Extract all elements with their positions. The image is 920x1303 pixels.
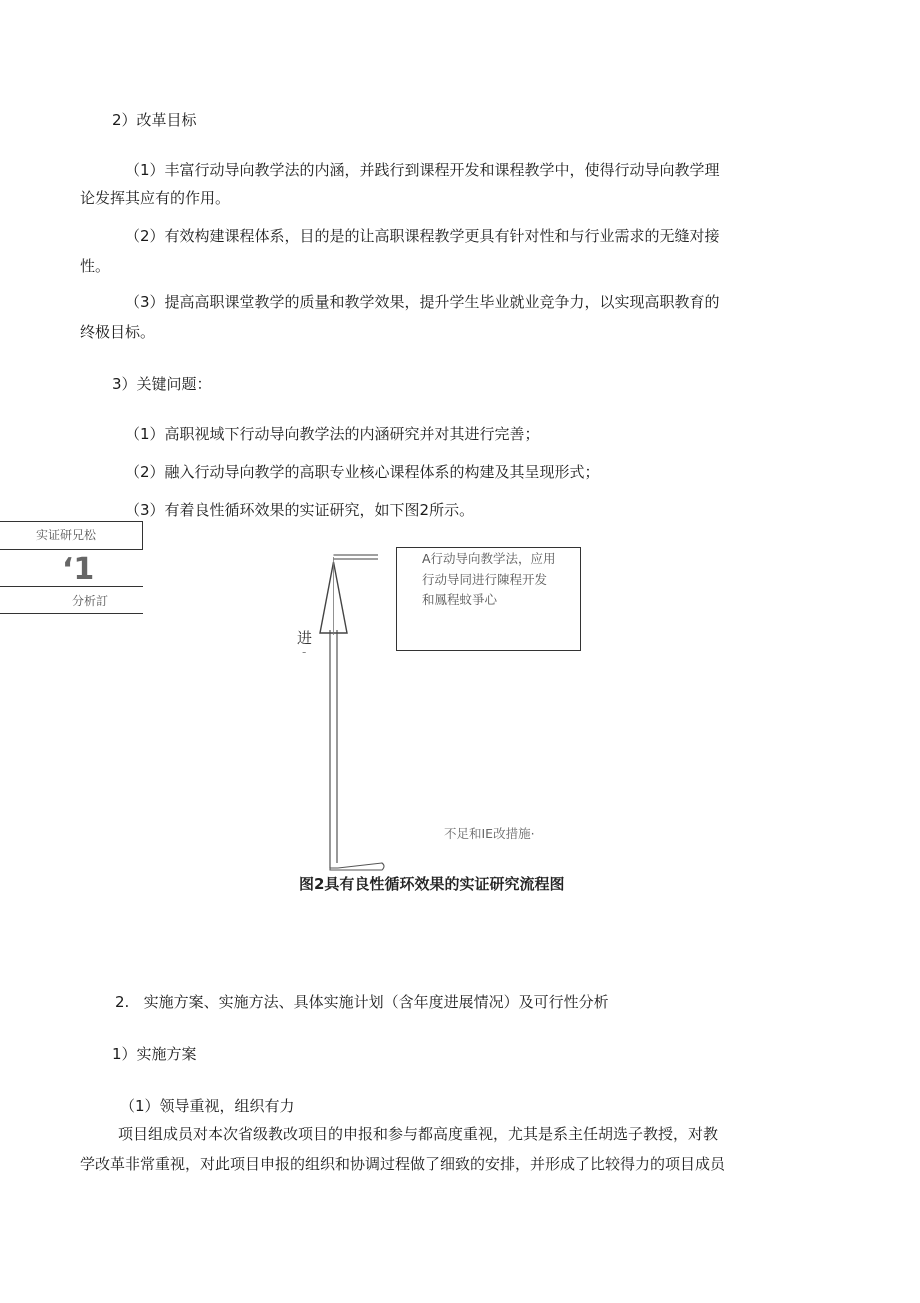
arrow-side-label: 进	[297, 629, 313, 647]
figure-caption: 图2具有良性循环效果的实证研究流程图	[299, 875, 565, 893]
figure-right-box	[396, 547, 581, 651]
left-box-top-border	[0, 521, 143, 522]
figure-bottom-note: 不足和IE改措施·	[444, 826, 535, 841]
left-box-mid-label: ‘1	[62, 552, 95, 587]
implementation-heading: 2. 实施方案、实施方法、具体实施计划（含年度进展情况）及可行性分析	[115, 993, 609, 1011]
arrow-side-mark: -	[302, 645, 307, 659]
implementation-subheading: 1）实施方案	[112, 1045, 197, 1063]
key-issue-3: （3）有着良性循环效果的实证研究，如下图2所示。	[125, 501, 475, 519]
left-box-bottom-border	[0, 613, 143, 614]
section-heading-goals: 2）改革目标	[112, 111, 197, 129]
left-box-top-label: 实证研兄松	[36, 528, 97, 542]
key-issue-2: （2）融入行动导向教学的高职专业核心课程体系的构建及其呈现形式；	[125, 463, 600, 481]
figure-upward-arrow	[290, 545, 410, 875]
right-box-line-1: A行动导向教学法，应用	[422, 551, 556, 566]
right-box-line-3: 和鳳程蚊爭心	[422, 592, 498, 607]
goal-2-line-1: （2）有效构建课程体系，目的是的让高职课程教学更具有针对性和与行业需求的无缝对接	[125, 227, 720, 245]
goal-1-line-1: （1）丰富行动导向教学法的内涵，并践行到课程开发和课程教学中，使得行动导向教学理	[125, 161, 720, 179]
implementation-paragraph-line-1: 项目组成员对本次省级教改项目的申报和参与都高度重视，尤其是系主任胡选子教授，对教	[118, 1125, 719, 1143]
left-box-bottom-label: 分析訂	[72, 594, 109, 608]
implementation-paragraph-line-2: 学改革非常重视，对此项目申报的组织和协调过程做了细致的安排，并形成了比较得力的项目成员	[80, 1155, 726, 1173]
goal-3-line-2: 终极目标。	[80, 323, 156, 341]
goal-3-line-1: （3）提高高职课堂教学的质量和教学效果，提升学生毕业就业竞争力，以实现高职教育的	[125, 293, 720, 311]
left-box-divider-1	[0, 549, 143, 550]
goal-1-line-2: 论发挥其应有的作用。	[80, 189, 231, 207]
right-box-line-2: 行动导同进行陳程开发	[422, 572, 548, 587]
bottom-connector	[330, 863, 384, 870]
key-issue-1: （1）高职视域下行动导向教学法的内涵研究并对其进行完善；	[125, 425, 540, 443]
implementation-item-1: （1）领导重视，组织有力	[120, 1097, 295, 1115]
section-heading-key-issues: 3）关键问题：	[112, 375, 212, 393]
goal-2-line-2: 性。	[80, 257, 111, 275]
left-box-right-border	[142, 521, 143, 549]
